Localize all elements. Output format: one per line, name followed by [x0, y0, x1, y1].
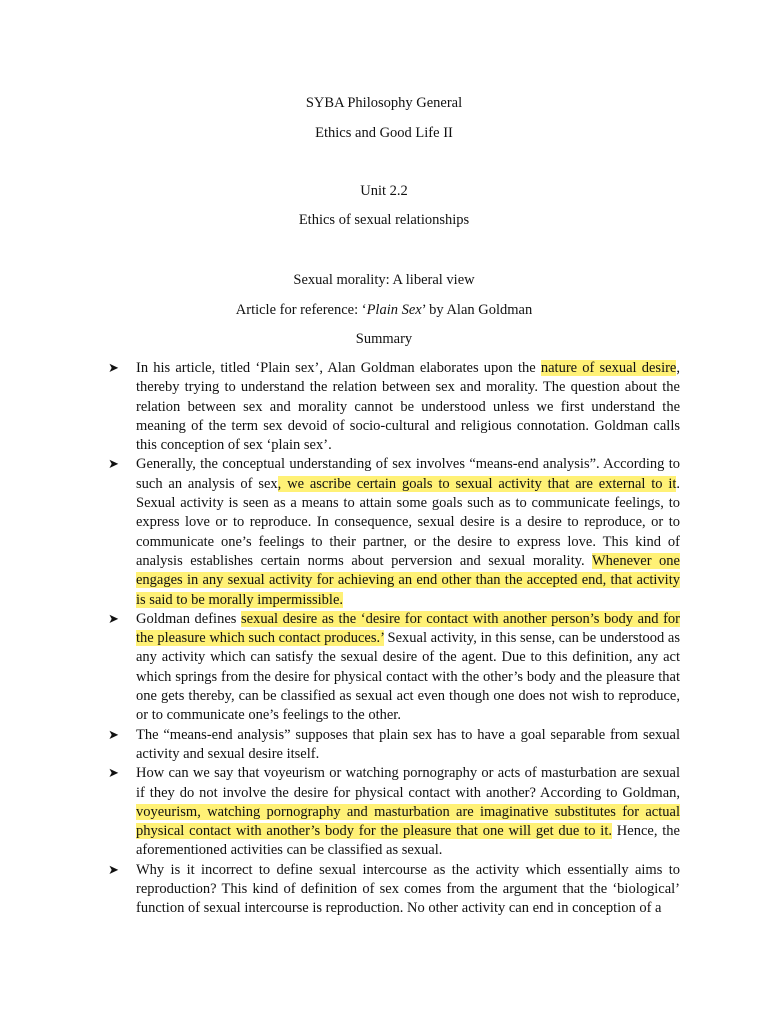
bullet-text: Hence, the aforementioned activities can be classified as sexual. [136, 823, 680, 859]
bullet-text: Sexual activity, in this sense, can be understood as any activity which can satisfy the sexual desire of the agent. Due to this definition, any act which springs from the desire for physical contact with the other’s body and the pleasure that one gets thereby, can be classified as sexual act even though one does not wish to reproduce, or to communicate one’s feelings to the other. [136, 630, 681, 724]
arrow-bullet-icon: ➤ [108, 766, 119, 782]
summary-bullet [108, 764, 680, 860]
arrow-bullet-icon: ➤ [108, 611, 119, 627]
bullet-text: Generally, the conceptual understanding of sex involves “means-end analysis”. According to such an analysis of sex [136, 456, 680, 492]
highlighted-text: , we ascribe certain goals to sexual activity that are external to it [277, 475, 677, 492]
bullet-text: , thereby trying to understand the relation between sex and morality. The question about the relation between sex and morality cannot be understood unless we first understand the meaning of the term sex devoid of socio-cultural and religious connotation. Goldman calls this conception of sex ‘plain sex’. [136, 360, 680, 454]
highlighted-text: nature of sexual desire [540, 360, 677, 376]
unit-number: Unit 2.2 [360, 183, 408, 199]
summary-label: Summary [355, 331, 413, 347]
arrow-bullet-icon: ➤ [108, 727, 119, 743]
arrow-bullet-icon: ➤ [108, 361, 119, 376]
highlighted-text: Whenever one engages in any sexual activity for achieving an end other than the accepted end, that activity is said to be morally impermissible. [136, 552, 680, 608]
bullet-text: In his article, titled ‘Plain sex’, Alan Goldman elaborates upon the [136, 360, 541, 376]
article-reference [0, 301, 768, 319]
summary-bullet-list [108, 359, 680, 919]
course-title: SYBA Philosophy General [305, 95, 463, 111]
arrow-bullet-icon: ➤ [108, 862, 119, 878]
paper-title: Ethics and Good Life II [315, 125, 453, 141]
summary-bullet [108, 610, 680, 726]
reference-prefix: Article for reference: ‘ [235, 302, 367, 318]
reference-suffix: ’ by Alan Goldman [421, 302, 533, 318]
bullet-text: . Sexual activity is seen as a means to attain some goals such as to communicate feelings, to express love or to reproduce. In consequence, sexual desire is a desire to reproduce, or to communicate one’s feelings to their partner, or the desire to express love. This kind of analysis establishes certain norms about perversion and sexual morality. [136, 475, 680, 569]
unit-title: Ethics of sexual relationships [298, 212, 470, 228]
reference-article-title: Plain Sex [366, 302, 422, 318]
summary-bullet [108, 359, 680, 455]
summary-bullet [108, 726, 680, 765]
summary-bullet [108, 455, 680, 609]
topic-title: Sexual morality: A liberal view [293, 272, 475, 288]
arrow-bullet-icon: ➤ [108, 457, 119, 473]
bullet-text: Goldman defines [136, 610, 241, 627]
highlighted-text: sexual desire as the ‘desire for contact with another person’s body and for the pleasure which such contact produces.’ [136, 610, 681, 647]
bullet-text: Why is it incorrect to define sexual intercourse as the activity which essentially aims to reproduction? This kind of definition of sex comes from the argument that the ‘biological’ function of sexual intercourse is reproduction. No other activity can end in conception of a [136, 861, 680, 917]
bullet-text: The “means-end analysis” supposes that plain sex has to have a goal separable from sexual activity and sexual desire itself. [136, 726, 680, 762]
bullet-text: How can we say that voyeurism or watching pornography or acts of masturbation are sexual if they do not involve the desire for physical contact with another? According to Goldman, [136, 765, 680, 801]
summary-bullet [108, 861, 680, 919]
highlighted-text: voyeurism, watching pornography and masturbation are imaginative substitutes for actual physical contact with another’s body for the pleasure that one will get due to it. [136, 803, 680, 840]
